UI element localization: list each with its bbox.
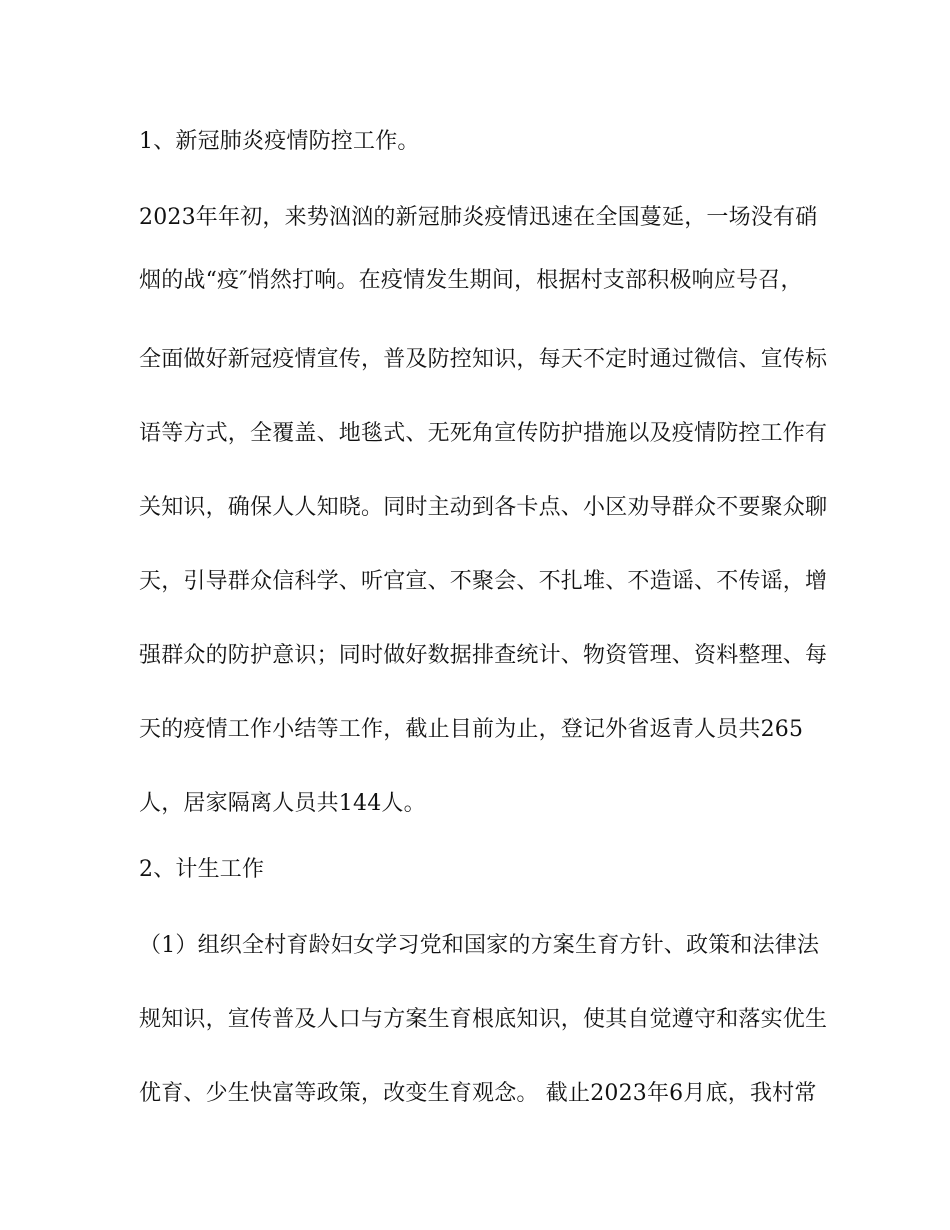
section1-line-6: 天，引导群众信科学、听官宣、不聚会、不扎堆、不造谣、不传谣，增 bbox=[139, 569, 828, 594]
section1-line-2: 烟的战“疫″悄然打响。在疫情发生期间，根据村支部积极响应号召， bbox=[139, 268, 803, 293]
section1-line-3: 全面做好新冠疫情宣传，普及防控知识，每天不定时通过微信、宣传标 bbox=[139, 347, 828, 372]
section2-line-3: 优育、少生快富等政策，改变生育观念。 截止2023年6月底，我村常 bbox=[139, 1081, 817, 1106]
section1-line-4: 语等方式，全覆盖、地毯式、无死角宣传防护措施以及疫情防控工作有 bbox=[139, 421, 828, 446]
section1-heading: 1、新冠肺炎疫情防控工作。 bbox=[139, 129, 420, 154]
section1-line-8: 天的疫情工作小结等工作，截止目前为止，登记外省返青人员共265 bbox=[139, 717, 804, 742]
section1-line-7: 强群众的防护意识；同时做好数据排查统计、物资管理、资料整理、每 bbox=[139, 643, 828, 668]
section1-line-5: 关知识，确保人人知晓。同时主动到各卡点、小区劝导群众不要聚众聊 bbox=[139, 495, 828, 520]
section1-line-9: 人，居家隔离人员共144人。 bbox=[139, 791, 426, 816]
section1-line-1: 2023年年初，来势汹汹的新冠肺炎疫情迅速在全国蔓延，一场没有硝 bbox=[139, 205, 818, 230]
section2-heading: 2、计生工作 bbox=[139, 857, 265, 882]
section2-line-1: （1）组织全村育龄妇女学习党和国家的方案生育方针、政策和法律法 bbox=[139, 933, 820, 958]
section2-line-2: 规知识，宣传普及人口与方案生育根底知识，使其自觉遵守和落实优生 bbox=[139, 1007, 828, 1032]
